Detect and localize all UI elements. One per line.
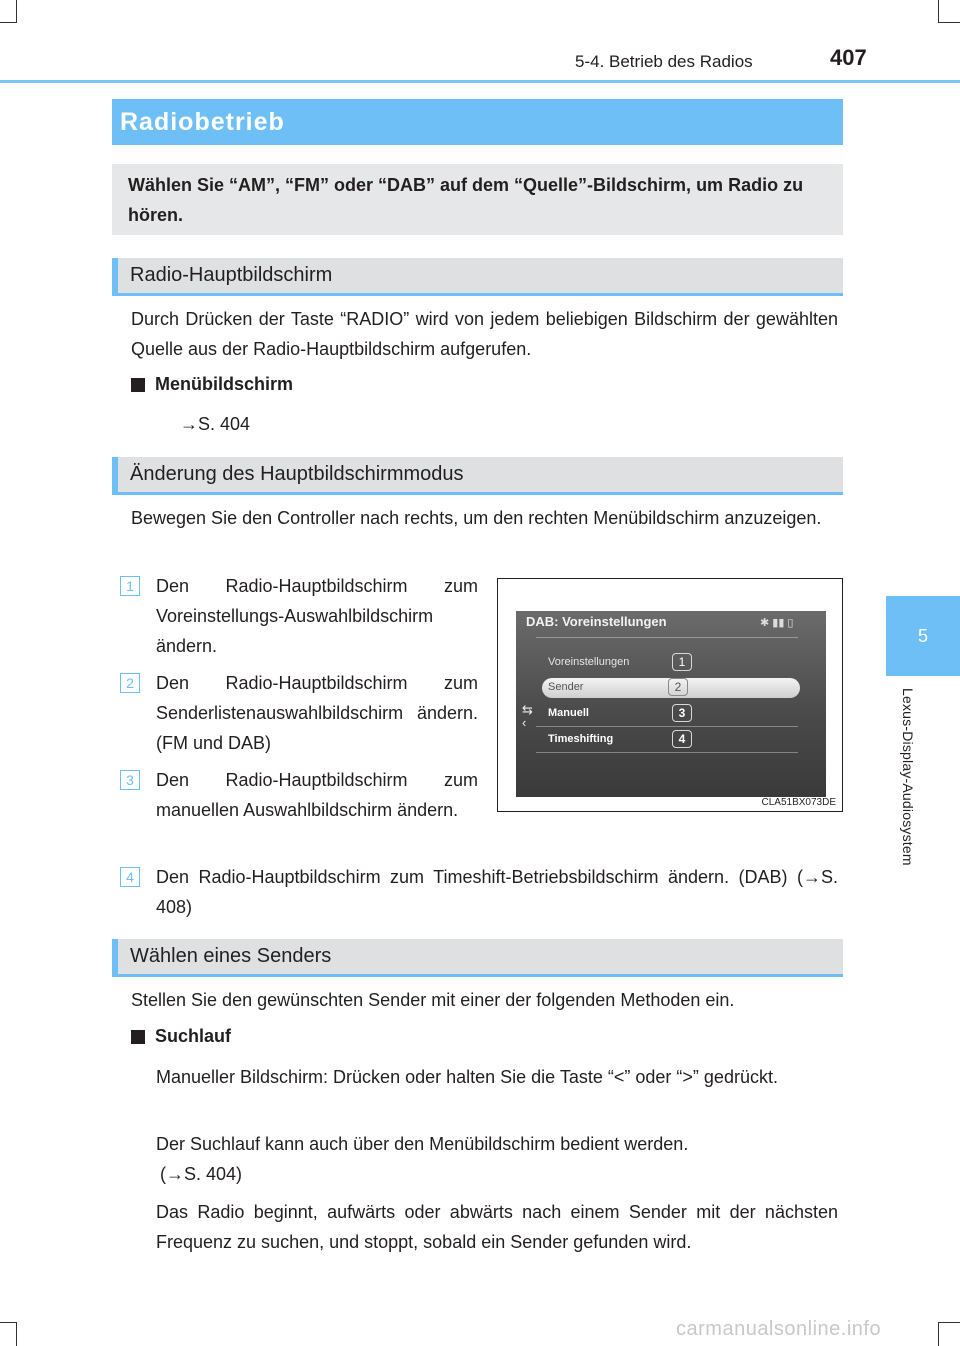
footer-watermark: carmanualsonline.info [676,1318,882,1340]
menu-item-presets[interactable] [546,653,801,673]
crop-mark [938,0,939,22]
menu-item-label: Timeshifting [548,733,614,745]
square-bullet-icon [131,378,145,392]
list-item: Den Radio-Hauptbildschirm zum Voreinstellungs-Auswahlbildschirm ändern. [156,576,478,656]
menu-item-timeshift[interactable] [546,730,801,750]
section-heading-radio-main [112,258,843,296]
mode-paragraph: Bewegen Sie den Controller nach rechts, um den rechten Menübildschirm anzuzeigen. [131,508,822,528]
seek-paragraph-2: Der Suchlauf kann auch über den Menübildschirm bedient werden. [156,1134,689,1154]
menu-item-manual[interactable] [546,704,801,724]
menu-item-stations[interactable] [542,678,800,698]
header-rule [0,80,960,83]
display-screen [516,611,826,797]
sub-heading-label: Suchlauf [155,1026,232,1046]
radio-main-paragraph: Durch Drücken der Taste “RADIO” wird von jedem beliebigen Bildschirm der gewählten Quelle aus der Radio-Hauptbildschirm aufgerufen. [131,309,838,359]
crop-mark [938,22,960,23]
crop-mark [938,1322,960,1323]
section-heading-station [112,939,843,977]
crop-mark [0,22,17,23]
main-heading: Radiobetrieb [112,99,843,145]
crop-mark [0,1322,17,1323]
divider [536,726,798,727]
menu-item-label: Voreinstellungen [548,656,630,668]
seek-paragraph-2-ref: (→S. 404) [160,1164,243,1184]
divider [536,637,798,638]
section-title: Wählen eines Senders [130,945,332,967]
list-item: Den Radio-Hauptbildschirm zum Senderlistenauswahlbildschirm ändern. (FM und DAB) [156,673,478,753]
chapter-number: 5 [917,625,928,646]
back-arrow-icon[interactable]: ⇆ ‹ [522,702,533,730]
page-number: 407 [830,45,867,70]
menu-item-label: Manuell [548,707,589,719]
sub-heading-menu [131,374,293,395]
menu-item-number: 1 [672,653,692,671]
intro-box: Wählen Sie “AM”, “FM” oder “DAB” auf dem “Quelle”-Bildschirm, um Radio zu hören. [112,164,843,235]
status-icons: ✱ ▮▮ ▯ [760,617,794,629]
list-item: Den Radio-Hauptbildschirm zum manuellen Auswahlbildschirm ändern. [156,770,478,820]
list-item: Den Radio-Hauptbildschirm zum Timeshift-Betriebsbildschirm ändern. (DAB) (→S. 408) [156,867,838,917]
chapter-title: Lexus-Display-Audiosystem [900,688,916,866]
screen-figure [497,578,843,812]
figure-caption: CLA51BX073DE [761,797,836,808]
crop-mark [16,0,17,22]
running-header: 5-4. Betrieb des Radios [575,52,753,71]
page-reference: →S. 404 [180,414,251,434]
section-title: Änderung des Hauptbildschirmmodus [130,463,464,485]
item-number: 2 [120,673,140,693]
station-paragraph: Stellen Sie den gewünschten Sender mit einer der folgenden Methoden ein. [131,990,735,1010]
sub-heading-seek [131,1026,231,1047]
section-heading-mode [112,457,843,495]
item-number: 1 [120,576,140,596]
section-title: Radio-Hauptbildschirm [130,264,333,286]
seek-paragraph-3: Das Radio beginnt, aufwärts oder abwärts nach einem Sender mit der nächsten Frequenz zu suchen, und stoppt, sobald ein Sender gefunden wird. [156,1202,838,1252]
menu-item-number: 4 [672,730,692,748]
screen-title: DAB: Voreinstellungen [526,614,667,629]
item-number: 3 [120,770,140,790]
menu-item-number: 3 [672,704,692,722]
square-bullet-icon [131,1030,145,1044]
divider [536,752,798,753]
sub-heading-label: Menübildschirm [155,374,294,394]
crop-mark [16,1322,17,1346]
crop-mark [938,1322,939,1346]
seek-paragraph-1: Manueller Bildschirm: Drücken oder halten Sie die Taste “<” oder “>” gedrückt. [156,1067,778,1087]
menu-item-number: 2 [668,678,688,696]
item-number: 4 [120,867,140,887]
menu-item-label: Sender [548,681,584,693]
chapter-tab [886,596,960,676]
